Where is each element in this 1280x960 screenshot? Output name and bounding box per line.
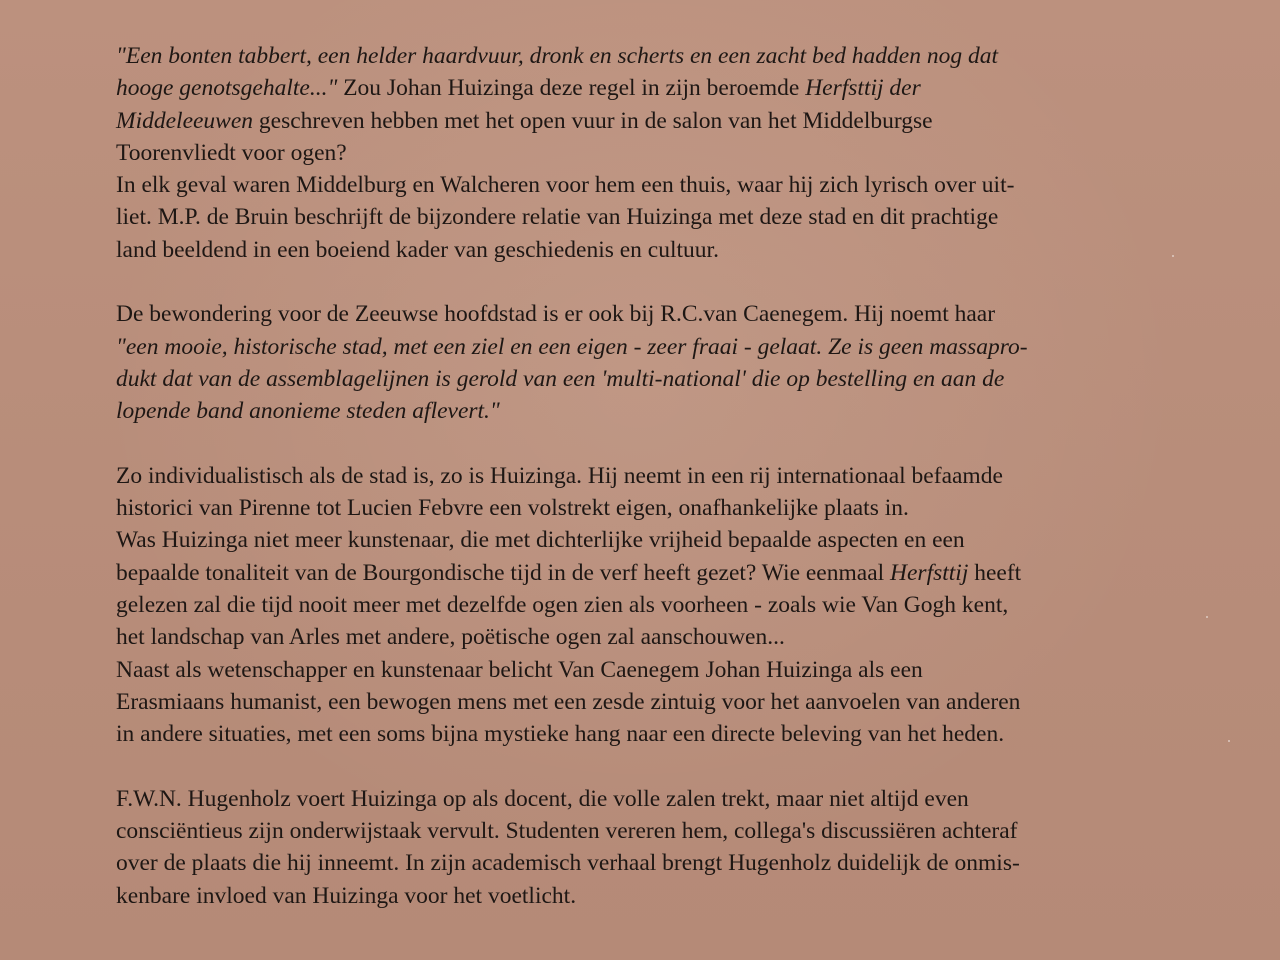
body-text: land beeldend in een boeiend kader van geschiedenis en cultuur. [116, 236, 719, 263]
text-line [116, 654, 1186, 686]
italic-text: dukt dat van de assemblagelijnen is gerold van een 'multi-national' die op bestelling en aan de [116, 365, 1005, 392]
body-text: F.W.N. Hugenholz voert Huizinga op als docent, die volle zalen trekt, maar niet altijd even [116, 785, 969, 812]
body-text: De bewondering voor de Zeeuwse hoofdstad is er ook bij R.C.van Caenegem. Hij noemt haar [116, 301, 996, 328]
text-line [116, 557, 1186, 589]
body-text: over de plaats die hij inneemt. In zijn academisch verhaal brengt Hugenholz duidelijk de onmis- [116, 850, 1020, 877]
body-text: Zou Johan Huizinga deze regel in zijn beroemde [337, 75, 806, 102]
text-line [116, 880, 1186, 912]
italic-text: "een mooie, historische stad, met een ziel en een eigen - zeer fraai - gelaat. Ze is geen massapro- [116, 333, 1028, 360]
text-line [116, 492, 1186, 524]
italic-text: lopende band anonieme steden aflevert." [116, 398, 500, 425]
text-line [116, 686, 1186, 718]
text-line [116, 395, 1186, 427]
paragraph-spacer [116, 751, 1186, 783]
text-line [116, 298, 1186, 330]
body-text: Toorenvliedt voor ogen? [116, 139, 347, 166]
paper-speck [1206, 616, 1208, 618]
paragraph-2 [116, 298, 1186, 427]
body-text: bepaalde tonaliteit van de Bourgondische tijd in de verf heeft gezet? Wie eenmaal [116, 559, 891, 586]
body-text: in andere situaties, met een soms bijna mystieke hang naar een directe beleving van het heden. [116, 721, 1005, 748]
body-text: historici van Pirenne tot Lucien Febvre een volstrekt eigen, onafhankelijke plaats in. [116, 495, 909, 522]
body-text: consciëntieus zijn onderwijstaak vervult. Studenten vereren hem, collega's discussiëren achteraf [116, 818, 1018, 845]
paragraph-spacer [116, 428, 1186, 460]
body-text: Zo individualistisch als de stad is, zo is Huizinga. Hij neemt in een rij internationaal befaamde [116, 462, 1003, 489]
text-line [116, 331, 1186, 363]
body-text: Erasmiaans humanist, een bewogen mens met een zesde zintuig voor het aanvoelen van anderen [116, 688, 1021, 715]
italic-text: Herfsttij der [805, 75, 921, 102]
back-cover-text [116, 40, 1186, 912]
text-line [116, 524, 1186, 556]
paper-speck [1172, 255, 1174, 257]
body-text: geschreven hebben met het open vuur in de salon van het Middelburgse [253, 107, 933, 134]
body-text: kenbare invloed van Huizinga voor het voetlicht. [116, 882, 577, 909]
body-text: Naast als wetenschapper en kunstenaar belicht Van Caenegem Johan Huizinga als een [116, 656, 923, 683]
text-line [116, 201, 1186, 233]
text-line [116, 589, 1186, 621]
text-line [116, 105, 1186, 137]
paragraph-spacer [116, 266, 1186, 298]
italic-text: hooge genotsgehalte..." [116, 75, 338, 102]
text-line [116, 363, 1186, 395]
text-line [116, 847, 1186, 879]
body-text: heeft [968, 559, 1022, 586]
paragraph-1 [116, 40, 1186, 266]
text-line [116, 783, 1186, 815]
body-text: liet. M.P. de Bruin beschrijft de bijzondere relatie van Huizinga met deze stad en dit prachtige [116, 204, 999, 231]
italic-text: Herfsttij [890, 559, 969, 586]
italic-text: Middeleeuwen [116, 107, 254, 134]
italic-text: "Een bonten tabbert, een helder haardvuur, dronk en scherts en een zacht bed hadden nog dat [116, 43, 999, 69]
text-line [116, 815, 1186, 847]
text-line [116, 40, 1186, 72]
body-text: Was Huizinga niet meer kunstenaar, die met dichterlijke vrijheid bepaalde aspecten en een [116, 527, 965, 554]
body-text: het landschap van Arles met andere, poëtische ogen zal aanschouwen... [116, 624, 785, 651]
text-line [116, 169, 1186, 201]
body-text: In elk geval waren Middelburg en Walcheren voor hem een thuis, waar hij zich lyrisch over uit- [116, 172, 1015, 199]
paragraph-4 [116, 783, 1186, 912]
text-line [116, 72, 1186, 104]
text-line [116, 718, 1186, 750]
text-line [116, 137, 1186, 169]
paragraph-3 [116, 460, 1186, 751]
text-line [116, 460, 1186, 492]
text-line [116, 234, 1186, 266]
paper-speck [1228, 740, 1230, 742]
text-line [116, 621, 1186, 653]
body-text: gelezen zal die tijd nooit meer met dezelfde ogen zien als voorheen - zoals wie Van Gogh kent, [116, 592, 1009, 619]
